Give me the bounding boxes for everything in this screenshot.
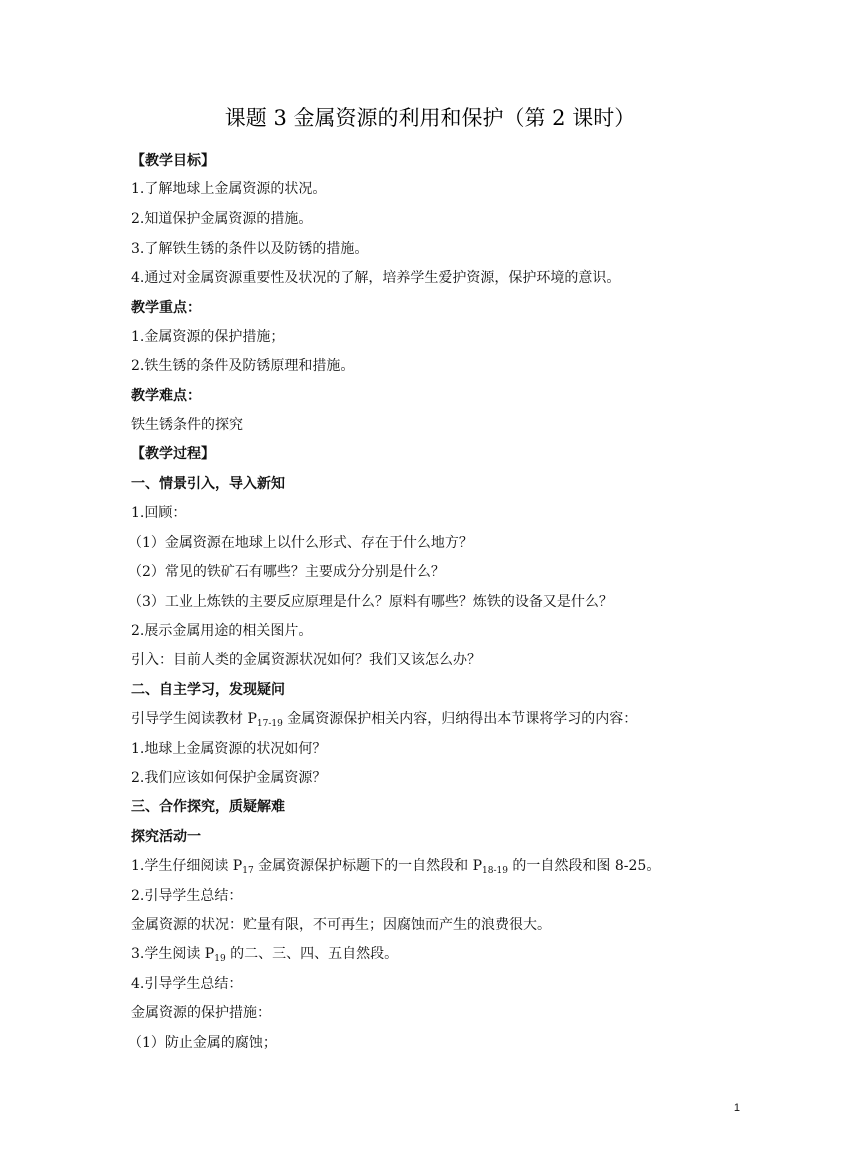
- section2-question: 1.地球上金属资源的状况如何？: [131, 741, 327, 757]
- guide-text: 金属资源保护相关内容，归纳得出本节课将学习的内容：: [282, 711, 638, 727]
- section1-heading: 一、情景引入，导入新知: [131, 476, 285, 492]
- objective-item: 1.了解地球上金属资源的状况。: [131, 181, 327, 197]
- objective-item: 2.知道保护金属资源的措施。: [131, 211, 313, 227]
- activity-step: [131, 856, 660, 881]
- section1-line: 引入：目前人类的金属资源状况如何？我们又该怎么办？: [131, 652, 481, 668]
- page-ref-subscript: 17-19: [256, 719, 283, 729]
- step-text: 金属资源保护标题下的一自然段和 P: [253, 858, 483, 874]
- step-text: 的二、三、四、五自然段。: [225, 946, 399, 962]
- activity-heading: 探究活动一: [131, 829, 201, 845]
- key-point-item: 1.金属资源的保护措施；: [131, 329, 285, 345]
- section2-question: 2.我们应该如何保护金属资源？: [131, 770, 327, 786]
- activity-step: 4.引导学生总结：: [131, 976, 243, 992]
- page-number: 1: [733, 1102, 740, 1114]
- section3-heading: 三、合作探究，质疑解难: [131, 799, 285, 815]
- difficulty-heading: 教学难点：: [131, 388, 201, 404]
- objective-item: 4.通过对金属资源重要性及状况的了解，培养学生爱护资源，保护环境的意识。: [131, 270, 621, 286]
- section1-line: （2）常见的铁矿石有哪些？主要成分分别是什么？: [128, 564, 445, 580]
- process-heading: 【教学过程】: [131, 446, 215, 462]
- page-ref-subscript: 19: [214, 954, 226, 964]
- objective-item: 3.了解铁生锈的条件以及防锈的措施。: [131, 241, 369, 257]
- section1-line: 1.回顾：: [131, 505, 187, 521]
- objectives-heading: 【教学目标】: [131, 153, 215, 169]
- section2-heading: 二、自主学习，发现疑问: [131, 682, 285, 698]
- activity-step: [131, 944, 398, 969]
- section1-line: （1）金属资源在地球上以什么形式、存在于什么地方？: [128, 535, 473, 551]
- key-point-item: 2.铁生锈的条件及防锈原理和措施。: [131, 358, 355, 374]
- section1-line: 2.展示金属用途的相关图片。: [131, 623, 313, 639]
- section2-guide: [131, 709, 637, 734]
- page-ref-subscript: 18-19: [482, 866, 508, 876]
- page-title: 课题 3 金属资源的利用和保护（第 2 课时）: [224, 106, 636, 130]
- section1-line: （3）工业上炼铁的主要反应原理是什么？原料有哪些？炼铁的设备又是什么？: [128, 594, 613, 610]
- page-ref-subscript: 17: [242, 866, 254, 876]
- protection-measure-item: （1）防止金属的腐蚀；: [128, 1035, 277, 1051]
- resource-status: 金属资源的状况：贮量有限，不可再生；因腐蚀而产生的浪费很大。: [131, 917, 551, 933]
- key-points-heading: 教学重点：: [131, 300, 201, 316]
- step-text: 3.学生阅读 P: [131, 946, 215, 962]
- step-text: 的一自然段和图 8-25。: [507, 858, 661, 874]
- difficulty-text: 铁生锈条件的探究: [131, 417, 243, 433]
- step-text: 1.学生仔细阅读 P: [131, 858, 243, 874]
- guide-text: 引导学生阅读教材 P: [131, 711, 257, 727]
- protection-measures: 金属资源的保护措施：: [131, 1005, 271, 1021]
- activity-step: 2.引导学生总结：: [131, 888, 243, 904]
